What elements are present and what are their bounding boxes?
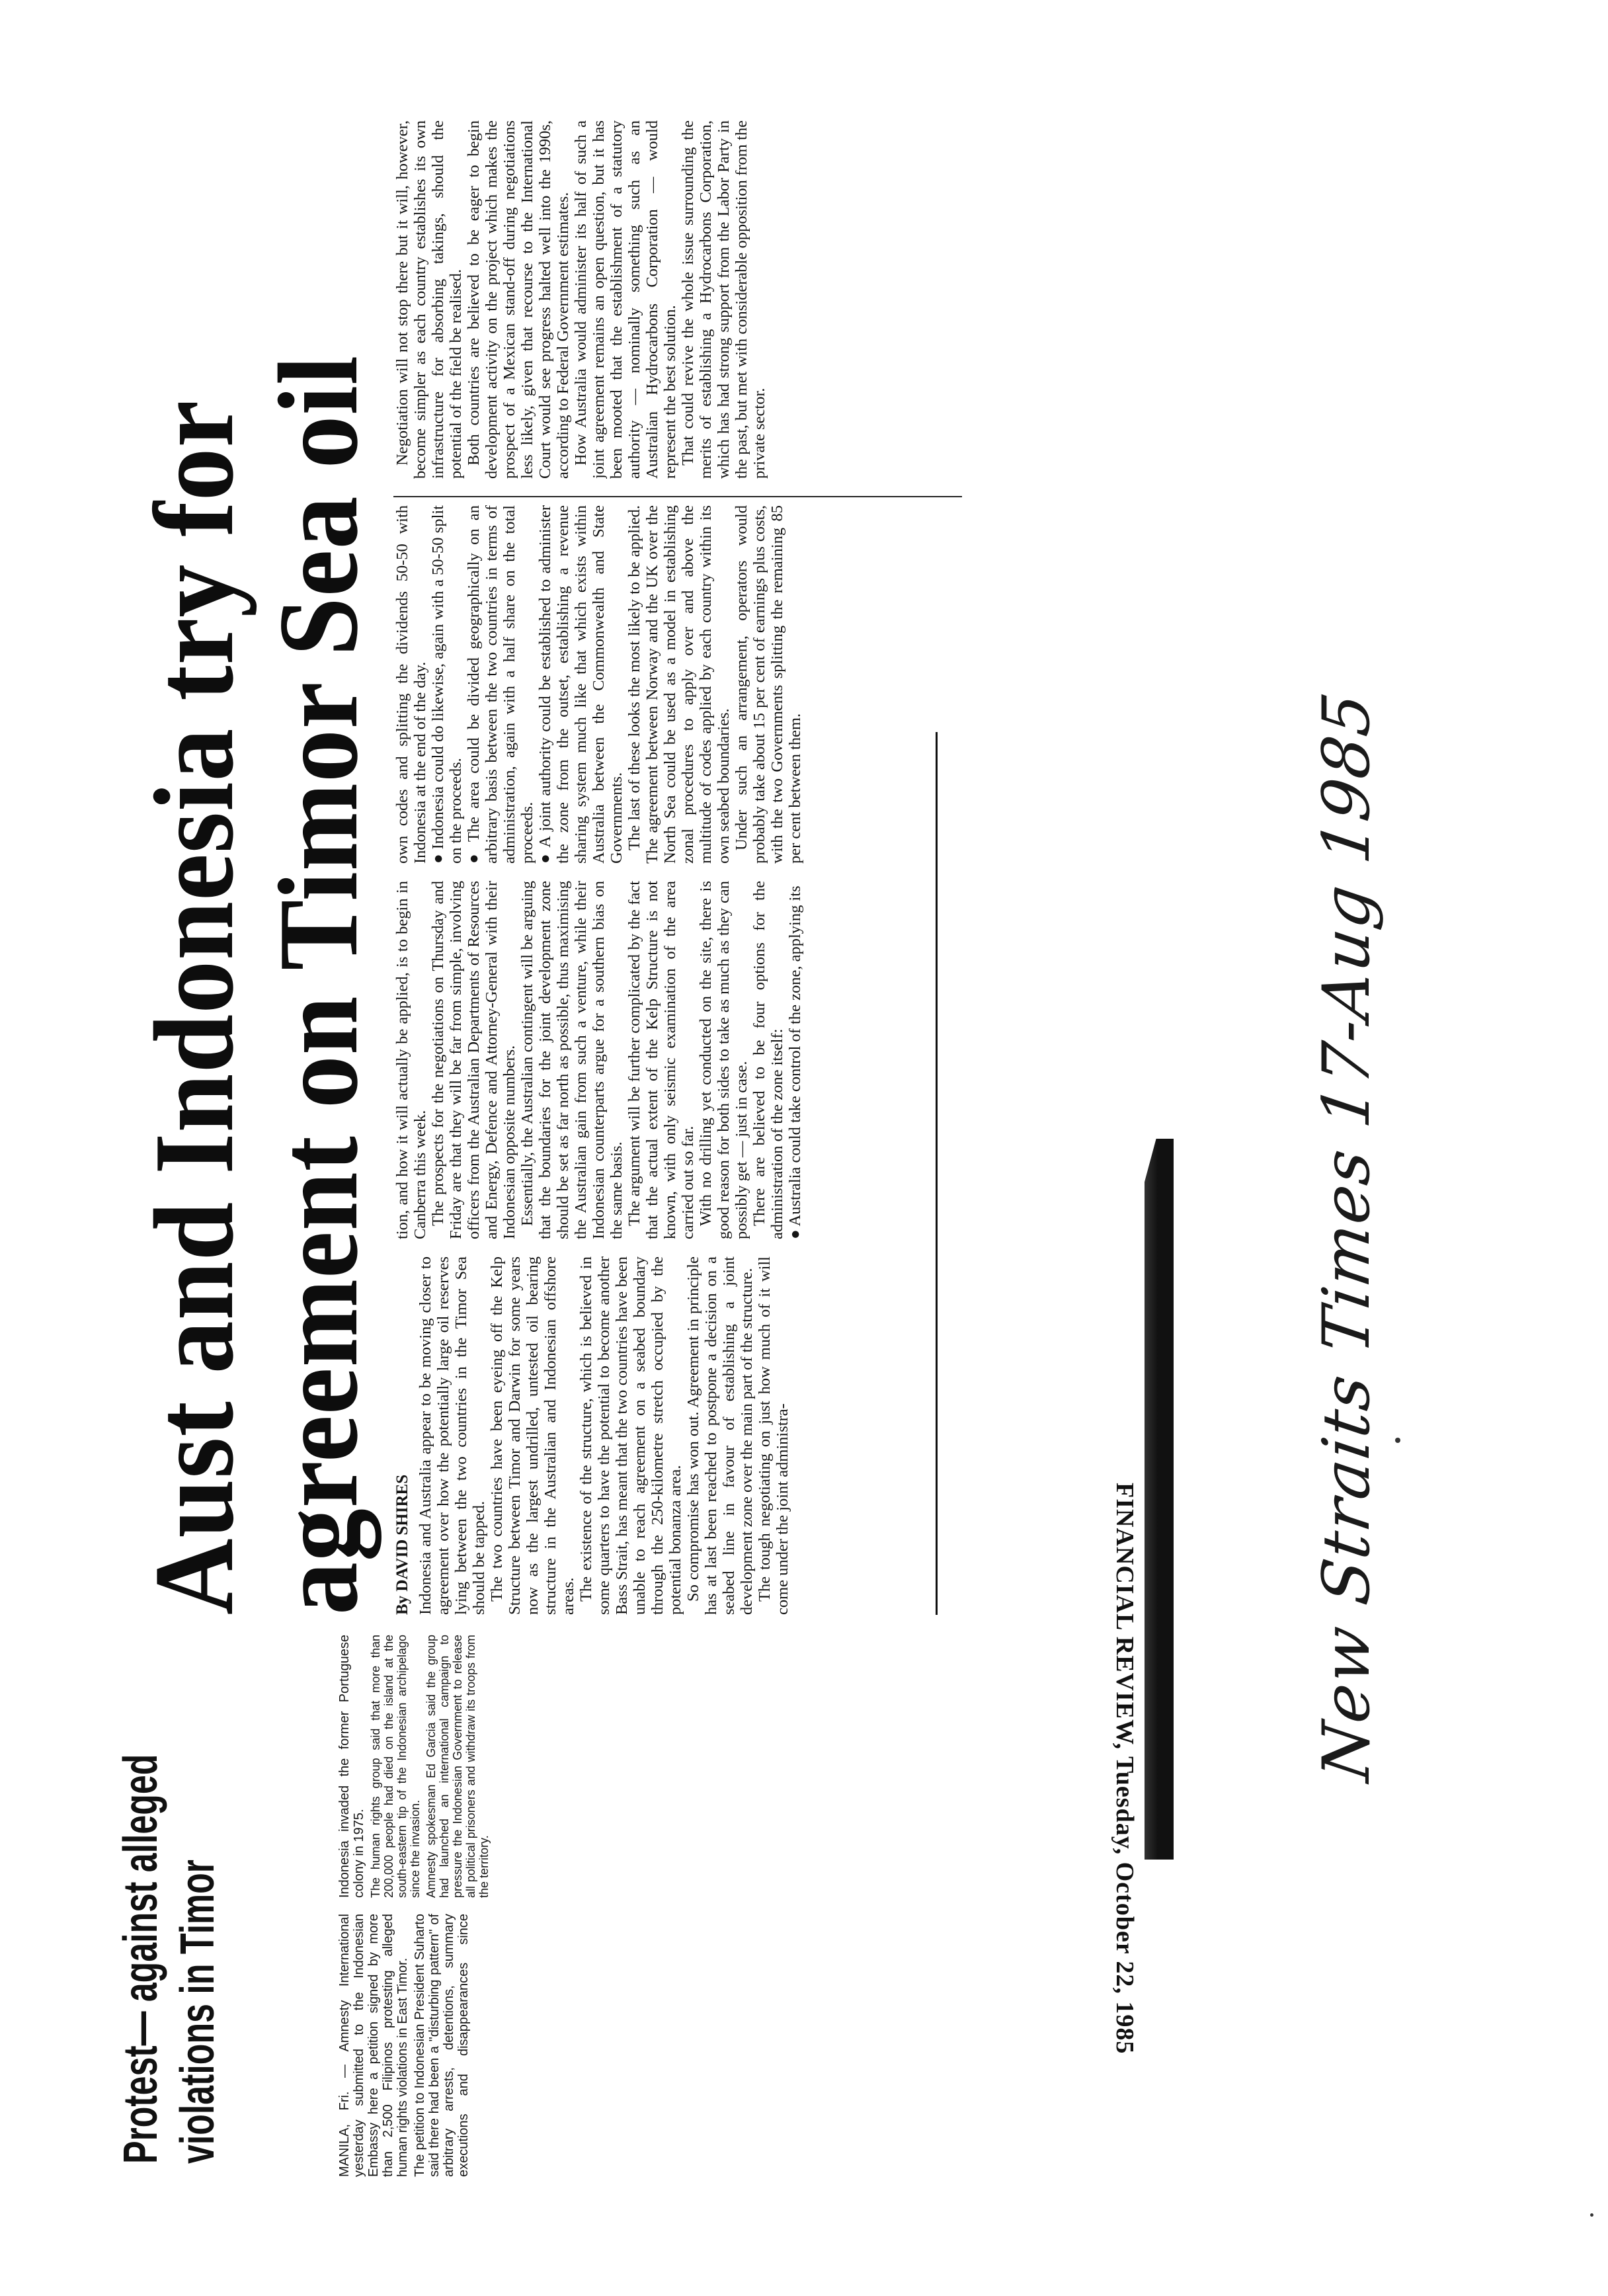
masthead-bar bbox=[1145, 1139, 1174, 1860]
protest-paragraph: MANILA, Fri. — Amnesty International yesterday submitted to the Indonesian Embassy here a petition signed by more than 2,500 Filipinos protesting alleged human rights violations in East Timor. bbox=[337, 1914, 410, 2177]
protest-paragraph: The human rights group said that more than 200,000 people had died on the island at the south-eastern tip of the Indonesian archipelago since the invasion. bbox=[369, 1635, 422, 1898]
article-headline bbox=[132, 225, 381, 1615]
protest-paragraph: Amnesty spokesman Ed Garcia said the group had launched an international campaign to pressure the Indonesian Government to release all political prisoners and withdraw its troops from the territory. bbox=[424, 1635, 491, 1898]
paragraph: Negotiation will not stop there but it will, however, become simpler as each country establishes its own infrastructure for absorbing takings, should the potential of the field be realised. bbox=[393, 120, 465, 479]
headline-line-2: agreement on Timor Sea oil bbox=[256, 354, 382, 1615]
paragraph: ● Australia could take control of the zone, applying its bbox=[786, 885, 804, 1239]
masthead-inner bbox=[1088, 1139, 1174, 2170]
byline: By DAVID SHIRES bbox=[393, 1474, 411, 1615]
protest-headline: Protest— against alleged violations in Timor bbox=[114, 1754, 224, 2164]
masthead-text: FINANCIAL REVIEW, Tuesday, October 22, 1985 bbox=[1111, 1483, 1139, 2055]
paragraph: Both countries are believed to be eager to begin development activity on the project which makes the prospect of a Mexican stand-off during negotiations less likely, given that recourse to the International Court would see progress halted well into the 1990s, according to Federal Government estimates. bbox=[465, 120, 572, 479]
paragraph: The prospects for the negotiations on Thursday and Friday are that they will be far from simple, involving officers from the Australian Departments of Resources and Energy, Defence and Attorney-General with their Indonesian opposite numbers. bbox=[429, 881, 518, 1239]
paragraph: ● A joint authority could be established to administer the zone from the outset, establishing a revenue sharing system much like that which exists within Australia between the Commonwealth and State Governments. bbox=[536, 505, 625, 864]
paragraph: The existence of the structure, which is believed in some quarters to have the potential to become another Bass Strait, has meant that the two countries have been unable to reach agreement on a seabed boundary through the 250-kilometre stretch occupied by the potential bonanza area. bbox=[577, 1256, 684, 1615]
handwritten-source-note: New Straits Times 17-Aug 1985 bbox=[1309, 687, 1385, 1786]
paragraph: There are believed to be four options for the administration of the zone itself: bbox=[750, 881, 786, 1239]
paragraph: With no drilling yet conducted on the site, there is good reason for both sides to take as much as they can possibly get — just in case. bbox=[697, 881, 750, 1239]
scan-speck bbox=[1590, 2213, 1593, 2217]
masthead-strip bbox=[1088, 1139, 1174, 2170]
article-column-3 bbox=[393, 496, 962, 864]
scan-speck bbox=[1395, 1438, 1400, 1443]
paragraph: That could revive the whole issue surrounding the merits of establishing a Hydrocarbons Corporation, which has had strong support from the Labor Party in the past, but met with considerable opposition from the private sector. bbox=[679, 120, 768, 479]
headline-line-1: Aust and Indonesia try for bbox=[132, 399, 257, 1615]
protest-paragraph: The petition to Indonesian President Suharto said there had been a "disturbing pattern" of arbitrary arrests, detentions, summary executions and disappearances since Indonesia invaded the former Portuguese colony in 1975. bbox=[337, 1635, 471, 2177]
paragraph: Indonesia and Australia appear to be moving closer to agreement over how the potentially large oil reserves lying between the two countries in the Timor Sea should be tapped. bbox=[417, 1256, 488, 1615]
paragraph: ● Indonesia could do likewise, again with a 50-50 split on the proceeds. bbox=[429, 505, 465, 864]
paragraph: ● The area could be divided geographically on an arbitrary basis between the two countries in terms of administration, again with a half share on the total proceeds. bbox=[465, 505, 536, 864]
paragraph: How Australia would administer its half of such a joint agreement remains an open question, but it has been mooted that the establishment of a statutory authority — nominally something such as an Australian Hydrocarbons Corporation — would represent the best solution. bbox=[572, 120, 679, 479]
paragraph: The last of these looks the most likely to be applied. The agreement between Norway and the UK over the North Sea could be used as a model in establishing zonal procedures to apply over and above the multitude of codes applied by each country within its own seabed boundaries. bbox=[625, 505, 733, 864]
paragraph: Essentially, the Australian contingent will be arguing that the boundaries for the joint development zone should be set as far north as possible, thus maximising the Australian gain from such a venture, while their Indonesian counterparts argue for a southern bias on the same basis. bbox=[518, 881, 625, 1239]
column-rule bbox=[936, 732, 938, 1615]
article-body bbox=[393, 120, 962, 1615]
article-column-1 bbox=[393, 1256, 962, 1615]
paragraph: So compromise has won out. Agreement in principle has at last been reached to postpone a decision on a seabed line in favour of establishing a joint development zone over the main part of the structure. bbox=[684, 1256, 756, 1615]
paragraph: tion, and how it will actually be applied, is to begin in Canberra this week. bbox=[393, 881, 429, 1239]
paragraph: The tough negotiating on just how much of it will come under the joint administra- bbox=[756, 1256, 791, 1615]
paragraph: The argument will be further complicated by the fact that the actual extent of the Kelp Structure is not known, with only seismic examination of the area carried out so far. bbox=[625, 881, 697, 1239]
article-column-4 bbox=[393, 120, 962, 479]
paragraph: The two countries have been eyeing off the Kelp Structure between Timor and Darwin for some years now as the largest undrilled, untested oil bearing structure in the Australian and Indonesian offshore areas. bbox=[488, 1256, 577, 1615]
paragraph: Under such an arrangement, operators would probably take about 15 per cent of earnings plus costs, with the two Governments splitting the remaining 85 per cent between them. bbox=[733, 505, 804, 864]
article-column-2 bbox=[393, 881, 962, 1239]
paragraph: own codes and splitting the dividends 50-50 with Indonesia at the end of the day. bbox=[393, 505, 429, 864]
